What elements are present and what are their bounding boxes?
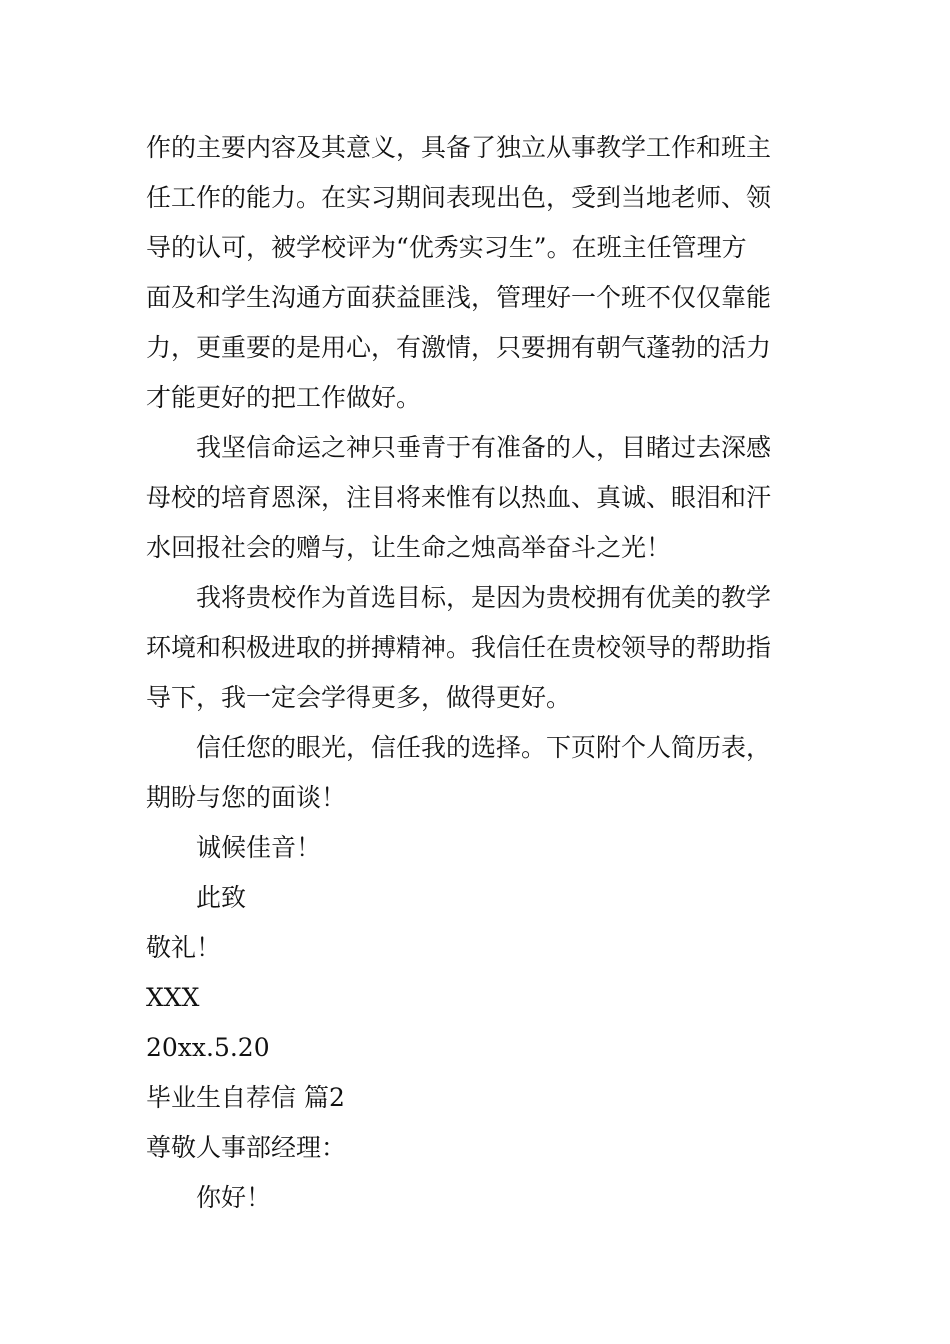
- text-line: 你好！: [196, 1183, 272, 1212]
- text-line: 我将贵校作为首选目标，是因为贵校拥有优美的教学: [196, 583, 772, 612]
- text-line: 尊敬人事部经理：: [146, 1133, 347, 1162]
- text-line: 期盼与您的面谈！: [146, 783, 347, 812]
- text-line: 导的认可，被学校评为“优秀实习生”。在班主任管理方: [146, 233, 747, 262]
- text-line: 环境和积极进取的拼搏精神。我信任在贵校领导的帮助指: [146, 633, 772, 662]
- text-line: 力，更重要的是用心，有激情，只要拥有朝气蓬勃的活力: [146, 333, 772, 362]
- text-line: 母校的培育恩深，注目将来惟有以热血、真诚、眼泪和汗: [146, 483, 772, 512]
- text-line: 面及和学生沟通方面获益匪浅，管理好一个班不仅仅靠能: [146, 283, 772, 312]
- text-line: 信任您的眼光，信任我的选择。下页附个人简历表，: [196, 733, 772, 762]
- text-line: 才能更好的把工作做好。: [146, 383, 422, 412]
- text-line: 水回报社会的赠与，让生命之烛高举奋斗之光！: [146, 533, 672, 562]
- text-line: 我坚信命运之神只垂青于有准备的人，目睹过去深感: [196, 433, 772, 462]
- text-line: 任工作的能力。在实习期间表现出色，受到当地老师、领: [146, 183, 772, 212]
- text-line: 此致: [196, 883, 247, 912]
- text-line: XXX: [146, 983, 200, 1012]
- text-line: 作的主要内容及其意义，具备了独立从事教学工作和班主: [146, 133, 772, 162]
- text-line: 导下，我一定会学得更多，做得更好。: [146, 683, 572, 712]
- text-line: 诚候佳音！: [196, 833, 322, 862]
- text-line: 敬礼！: [146, 933, 222, 962]
- section-heading: 毕业生自荐信 篇2: [146, 1083, 345, 1112]
- text-line: 20xx.5.20: [146, 1033, 270, 1062]
